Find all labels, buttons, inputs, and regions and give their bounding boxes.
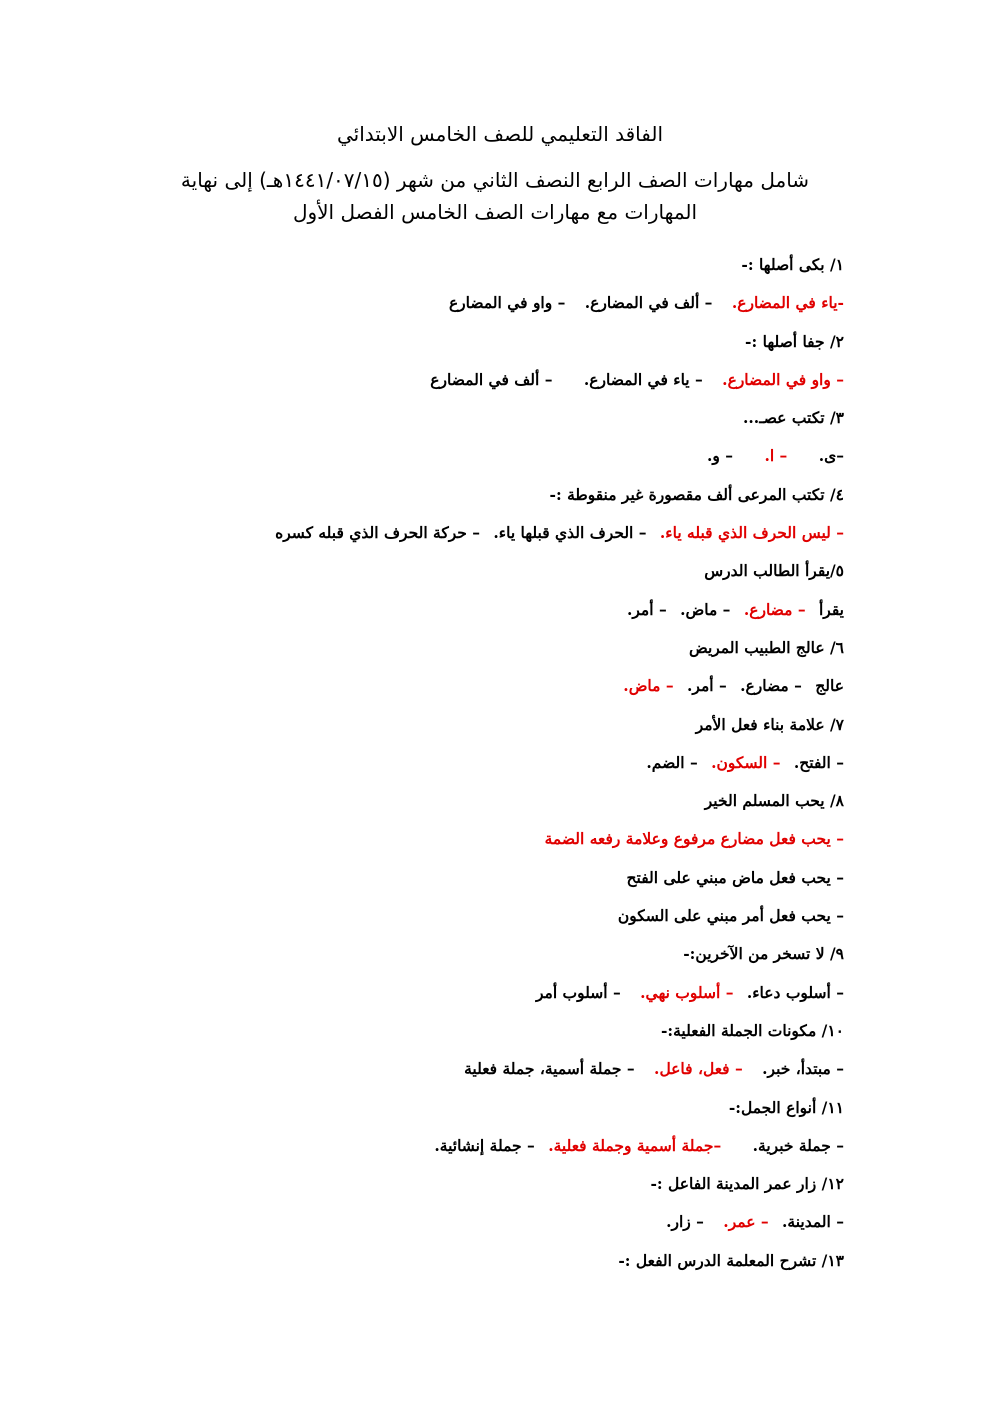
option: –ى. <box>818 446 844 466</box>
question-stem <box>144 629 844 667</box>
option: – أسلوب أمر <box>535 982 621 1002</box>
option: – يحب فعل أمر مبني على السكون <box>617 906 844 926</box>
answer-options <box>144 361 844 399</box>
option-correct: – ليس الحرف الذي قبله ياء. <box>659 523 844 543</box>
question-text: ٧/ علامة بناء فعل الأمر <box>695 714 844 734</box>
option: – أمر. <box>687 676 727 696</box>
answer-options <box>144 1127 844 1165</box>
option: – ألف في المضارع. <box>584 293 713 313</box>
question-text: ٢/ جفا أصلها :- <box>745 331 844 351</box>
question-stem <box>144 1012 844 1050</box>
option: – واو في المضارع <box>448 293 566 313</box>
question-text: ٣/ تكتب عصـ... <box>743 408 844 428</box>
option: – زار. <box>666 1212 704 1232</box>
option: – الفتح. <box>793 752 844 772</box>
question-text: ٨/ يحب المسلم الخير <box>704 791 844 811</box>
answer-options <box>144 744 844 782</box>
questions-list <box>144 246 844 1280</box>
option: – ألف في المضارع <box>430 369 553 389</box>
answer-options <box>144 974 844 1012</box>
option: – مضارع. <box>740 676 802 696</box>
option: – ماض. <box>680 599 731 619</box>
option: – جملة أسمية، جملة فعلية <box>464 1059 635 1079</box>
option: – الضم. <box>646 752 698 772</box>
option: – جملة خبرية. <box>752 1135 844 1155</box>
subtitle-line-1: شامل مهارات الصف الرابع النصف الثاني من شهر (١٤٤١/٠٧/١٥هـ) إلى نهاية <box>180 168 810 192</box>
question-stem <box>144 935 844 973</box>
option-correct: -ياء في المضارع. <box>731 293 844 313</box>
question-text: ١٠/ مكونات الجملة الفعلية:- <box>660 1020 844 1040</box>
answer-options <box>144 284 844 322</box>
subtitle-line-2: المهارات مع مهارات الصف الخامس الفصل الأول <box>292 200 698 224</box>
option-correct: – واو في المضارع. <box>722 369 844 389</box>
option: – أمر. <box>626 599 667 619</box>
question-text: ١٣/ تشرح المعلمة الدرس الفعل :- <box>618 1250 844 1270</box>
question-text: ٤/ تكتب المرعى ألف مقصورة غير منقوطة :- <box>549 484 844 504</box>
option-correct: – يحب فعل مضارع مرفوع وعلامة رفعه الضمة <box>544 829 844 849</box>
option-correct: – أسلوب نهي. <box>640 982 734 1002</box>
question-stem <box>144 399 844 437</box>
answer-options <box>144 667 844 705</box>
option: – ياء في المضارع. <box>583 369 703 389</box>
option: – جملة إنشائية. <box>434 1135 535 1155</box>
option: – مبتدأ، خبر. <box>762 1059 844 1079</box>
option-correct: – ماض. <box>623 676 674 696</box>
option-correct: – السكون. <box>711 752 781 772</box>
question-text: ١/ بكى أصلها :- <box>741 255 844 274</box>
option: – حركة الحرف الذي قبله كسره <box>275 523 480 543</box>
answer-options <box>144 514 844 552</box>
answer-options <box>144 1050 844 1088</box>
option-correct: – مضارع. <box>743 599 806 619</box>
option: – المدينة. <box>782 1212 844 1232</box>
answer-options <box>144 437 844 475</box>
question-stem <box>144 1165 844 1203</box>
question-stem <box>144 323 844 361</box>
option: – يحب فعل ماض مبني على الفتح <box>626 867 844 887</box>
answer-options <box>144 1203 844 1241</box>
document-subtitle <box>150 164 840 228</box>
question-stem <box>144 1242 844 1280</box>
option: – أسلوب دعاء. <box>746 982 844 1002</box>
option: – و. <box>707 446 734 466</box>
question-stem <box>144 476 844 514</box>
option: – الحرف الذي قبلها ياء. <box>493 523 647 543</box>
answer-options <box>144 591 844 629</box>
question-text: ١١/ أنواع الجمل:- <box>728 1097 844 1117</box>
question-stem <box>144 552 844 590</box>
question-text: ٦/ عالج الطبيب المريض <box>688 637 844 657</box>
question-text: ٩/ لا تسخر من الآخرين:- <box>683 944 844 964</box>
question-text: ١٢/ زار عمر المدينة الفاعل :- <box>650 1174 844 1194</box>
option-correct: – ا. <box>764 446 788 466</box>
question-stem <box>144 706 844 744</box>
option-lead-word: يقرأ <box>818 599 844 619</box>
question-stem <box>144 246 844 284</box>
question-text: ٥/يقرأ الطالب الدرس <box>704 561 844 581</box>
option-correct: – فعل، فاعل. <box>654 1059 743 1079</box>
question-stem <box>144 1089 844 1127</box>
question-stem <box>144 782 844 820</box>
option-correct: –جملة أسمية وجملة فعلية. <box>548 1135 722 1155</box>
option-correct: – عمر. <box>723 1212 769 1232</box>
document-title: الفاقد التعليمي للصف الخامس الابتدائي <box>336 122 664 146</box>
option-lead-word: عالج <box>815 676 844 696</box>
